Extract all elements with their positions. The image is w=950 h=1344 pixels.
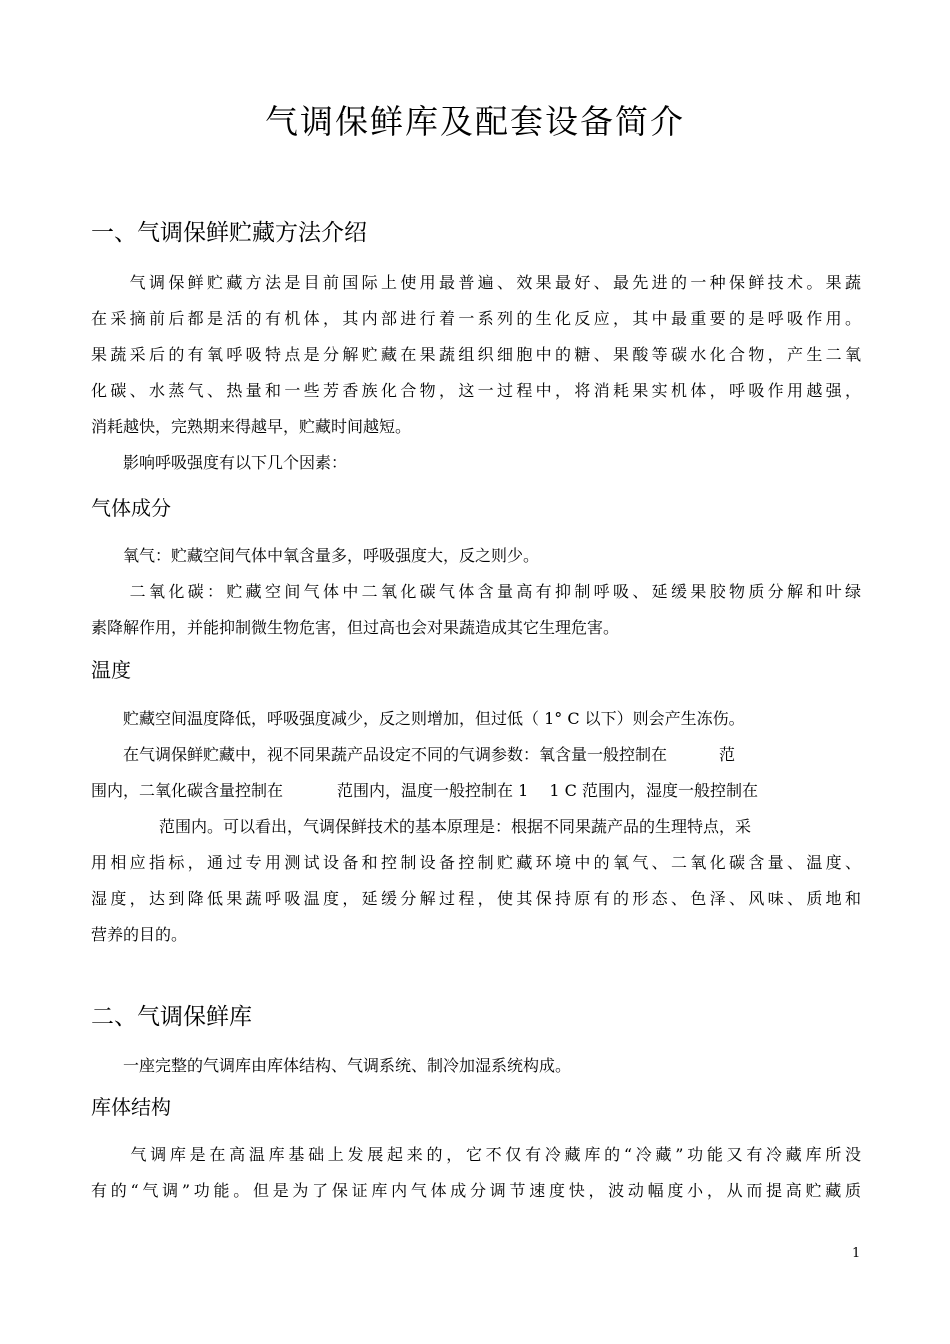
section1-intro-paragraph bbox=[91, 265, 861, 481]
params-line-text: 范围内，温度一般控制在 1 1 C 范围内，湿度一般控制在 bbox=[337, 781, 758, 800]
section1-heading: 一、气调保鲜贮藏方法介绍 bbox=[91, 220, 367, 246]
params-line bbox=[91, 773, 861, 809]
paragraph-line: 用相应指标，通过专用测试设备和控制设备控制贮藏环境中的氧气、二氧化碳含量、温度、 bbox=[91, 853, 861, 872]
paragraph-line: 化碳、水蒸气、热量和一些芳香族化合物，这一过程中，将消耗果实机体，呼吸作用越强， bbox=[91, 381, 861, 400]
structure-paragraph bbox=[91, 1137, 861, 1209]
params-line-text: 围内，二氧化碳含量控制在 bbox=[91, 781, 284, 800]
temperature-paragraph bbox=[91, 701, 861, 953]
params-line-text: 范 bbox=[719, 745, 736, 764]
co2-line: 素降解作用，并能抑制微生物危害，但过高也会对果蔬造成其它生理危害。 bbox=[91, 618, 620, 637]
params-line-text: 在气调保鲜贮藏中，视不同果蔬产品设定不同的气调参数：氧含量一般控制在 bbox=[91, 745, 668, 764]
section2-heading: 二、气调保鲜库 bbox=[91, 1004, 252, 1030]
section2-intro-paragraph bbox=[91, 1048, 861, 1084]
factors-intro-line: 影响呼吸强度有以下几个因素： bbox=[91, 453, 348, 472]
paragraph-line: 在采摘前后都是活的有机体，其内部进行着一系列的生化反应，其中最重要的是呼吸作用。 bbox=[91, 309, 861, 328]
paragraph-line: 有的“气调”功能。但是为了保证库内气体成分调节速度快，波动幅度小，从而提高贮藏质 bbox=[91, 1181, 861, 1200]
structure-heading: 库体结构 bbox=[91, 1095, 171, 1119]
paragraph-line: 气调库是在高温库基础上发展起来的，它不仅有冷藏库的“冷藏”功能又有冷藏库所没 bbox=[91, 1145, 861, 1164]
params-line bbox=[91, 737, 861, 773]
page-number: 1 bbox=[852, 1246, 861, 1261]
gas-composition-heading: 气体成分 bbox=[91, 496, 171, 520]
document-title: 气调保鲜库及配套设备简介 bbox=[265, 102, 685, 141]
temperature-line: 贮藏空间温度降低，呼吸强度减少，反之则增加，但过低（ 1° C 以下）则会产生冻伤。 bbox=[91, 709, 745, 728]
gas-composition-paragraph bbox=[91, 538, 861, 646]
temperature-heading: 温度 bbox=[91, 658, 131, 682]
co2-line: 二氧化碳：贮藏空间气体中二氧化碳气体含量高有抑制呼吸、延缓果胶物质分解和叶绿 bbox=[91, 582, 861, 601]
paragraph-line: 营养的目的。 bbox=[91, 925, 188, 944]
params-line bbox=[91, 809, 861, 845]
section2-intro-line: 一座完整的气调库由库体结构、气调系统、制冷加湿系统构成。 bbox=[91, 1056, 572, 1075]
paragraph-line: 果蔬采后的有氧呼吸特点是分解贮藏在果蔬组织细胞中的糖、果酸等碳水化合物，产生二氧 bbox=[91, 345, 861, 364]
params-line-text: 范围内。可以看出，气调保鲜技术的基本原理是：根据不同果蔬产品的生理特点，采 bbox=[159, 817, 752, 836]
paragraph-line: 湿度，达到降低果蔬呼吸温度，延缓分解过程，使其保持原有的形态、色泽、风味、质地和 bbox=[91, 889, 861, 908]
paragraph-line: 气调保鲜贮藏方法是目前国际上使用最普遍、效果最好、最先进的一种保鲜技术。果蔬 bbox=[91, 273, 861, 292]
oxygen-line: 氧气：贮藏空间气体中氧含量多，呼吸强度大，反之则少。 bbox=[91, 546, 540, 565]
paragraph-line: 消耗越快，完熟期来得越早，贮藏时间越短。 bbox=[91, 417, 412, 436]
